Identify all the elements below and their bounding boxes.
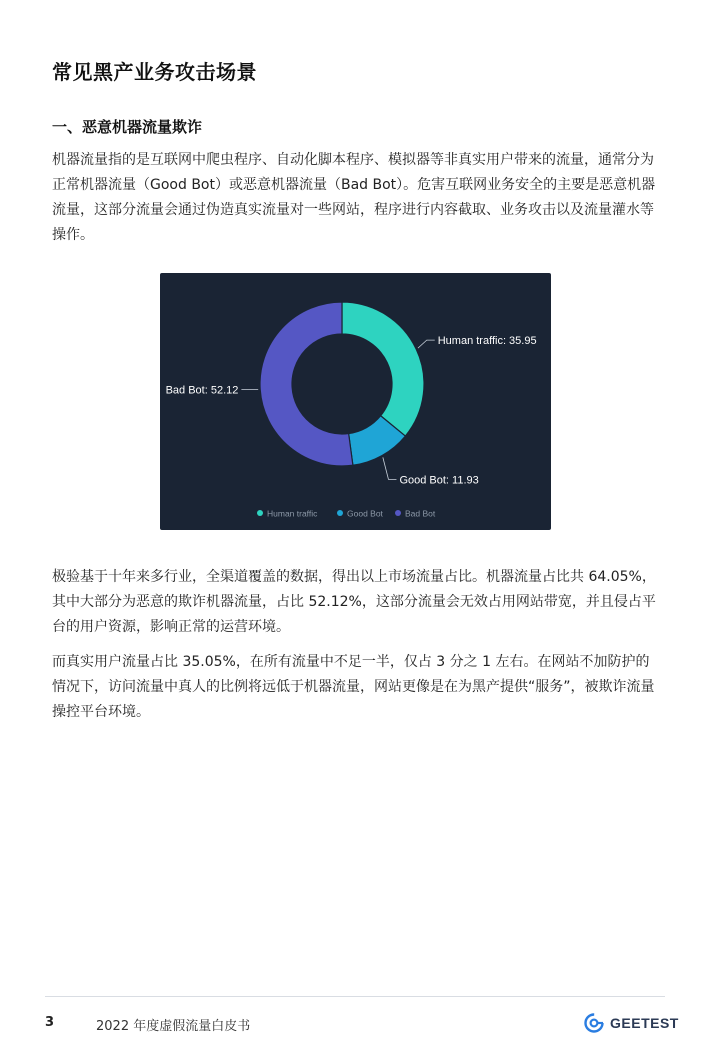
leader-line-human-traffic	[418, 340, 435, 348]
page-title: 常见黑产业务攻击场景	[52, 60, 257, 84]
paragraph-analysis: 极验基于十年来多行业，全渠道覆盖的数据，得出以上市场流量占比。机器流量占比共 64.05%，其中大部分为恶意的欺诈机器流量，占比 52.12%，这部分流量会无效占用网站带宽，并且侵占平台的用户资源，影响正常的运营环境。	[52, 569, 656, 635]
slice-bad-bot	[260, 302, 353, 466]
geetest-logo	[583, 1012, 679, 1034]
legend-label-human-traffic: Human traffic	[267, 508, 318, 519]
legend-label-bad-bot: Bad Bot	[405, 508, 436, 519]
slice-human-traffic	[342, 302, 424, 436]
legend-label-good-bot: Good Bot	[347, 508, 383, 519]
traffic-donut-chart	[160, 273, 551, 530]
legend-marker-good-bot	[337, 510, 343, 516]
label-human-traffic: Human traffic: 35.95	[437, 335, 537, 348]
paragraph-conclusion: 而真实用户流量占比 35.05%，在所有流量中不足一半，仅占 3 分之 1 左右。在网站不加防护的情况下，访问流量中真人的比例将远低于机器流量，网站更像是在为黑产提供“服务”，被欺诈流量操控平台环境。	[52, 654, 655, 720]
paragraph-intro: 机器流量指的是互联网中爬虫程序、自动化脚本程序、模拟器等非真实用户带来的流量，通常分为正常机器流量（Good Bot）或恶意机器流量（Bad Bot）。危害互联网业务安全的主要是恶意机器流量，这部分流量会通过伪造真实流量对一些网站，程序进行内容截取、业务攻击以及流量灌水等操作。	[52, 152, 656, 243]
chart-svg	[160, 273, 551, 530]
logo-wordmark: GEETEST	[610, 1015, 679, 1031]
section-heading: 一、恶意机器流量欺诈	[52, 118, 203, 136]
legend-marker-bad-bot	[395, 510, 401, 516]
label-bad-bot: Bad Bot: 52.12	[165, 384, 239, 397]
leader-line-good-bot	[383, 457, 397, 479]
footer-divider	[45, 996, 665, 997]
legend-marker-human-traffic	[257, 510, 263, 516]
page-number: 3	[45, 1015, 55, 1030]
geetest-logo-icon	[583, 1012, 605, 1034]
label-good-bot: Good Bot: 11.93	[399, 474, 479, 487]
document-name: 2022 年度虚假流量白皮书	[96, 1019, 251, 1034]
